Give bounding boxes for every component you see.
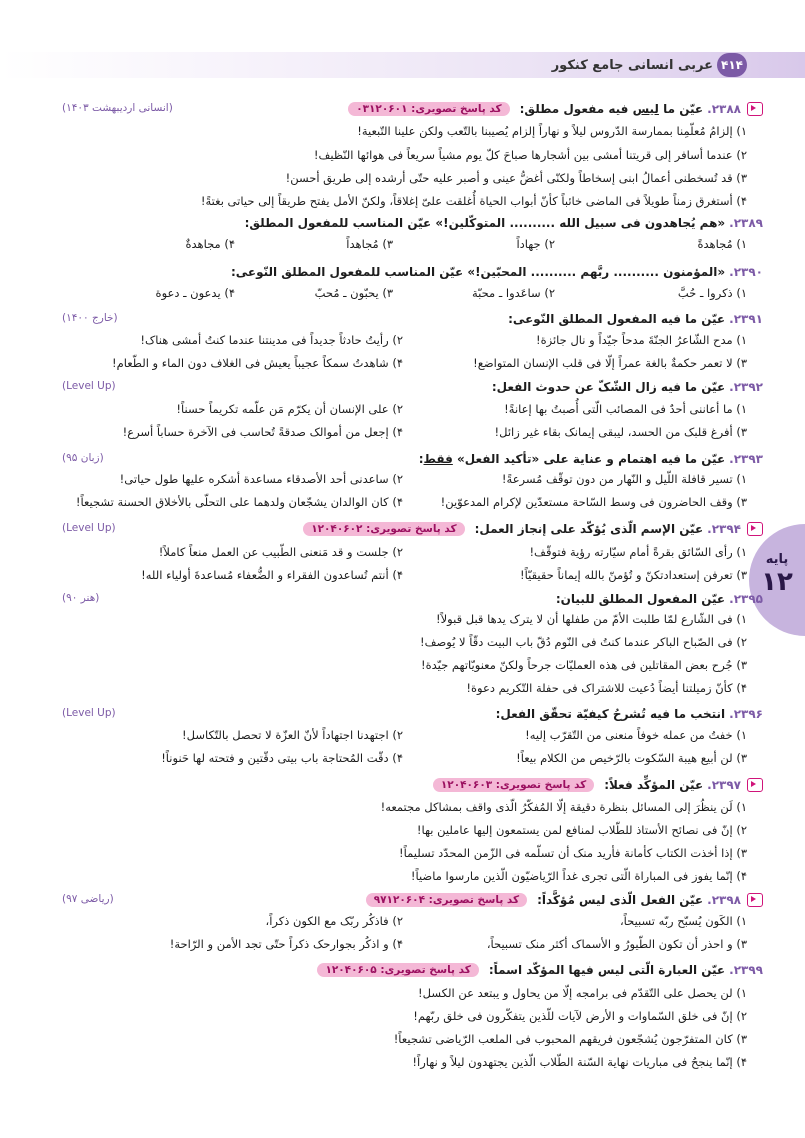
answer-code-badge[interactable]: کد پاسخ تصویری: ۹۷۱۲۰۶۰۴ [366, 893, 527, 907]
option: ۲) فی الصّباح الباکر عندما کنتُ فی النّوم دُقّ باب البیت دقّاً لا یُوصف! [419, 635, 747, 649]
option: ۱) رأی السّائق بقرةً أمام سیّارته رؤیة فتوقّف! [529, 545, 747, 559]
option: ۴) إنّما ینجحُ فی مباریات نهایة السّنة الطّلاب الّذین یجتهدون لیلاً و نهاراً! [412, 1055, 747, 1069]
question-2388-header [348, 99, 763, 119]
question-stem: «المؤمنون .......... ربَّهم .......... المحبّین!» عیّن المناسب للمفعول المطلق النّوعی: [230, 265, 726, 279]
source-tag: (Level Up) [62, 707, 116, 719]
option: ۲) علی الإنسان أن یکرّم مَن علّمه تکریماً حسناً! [176, 402, 403, 416]
option: ۴) یدعون ـ دعوة [155, 286, 235, 300]
option: ۲) ساعدنی أحد الأصدقاء مساعدة أشکره علیها طول حیاتی! [119, 472, 403, 486]
option: ۲) جلست و قد مَنعنی الطّبیب عن العمل منعاً کاملاً! [158, 545, 403, 559]
question-2392-header [492, 377, 763, 397]
option: ۲) عندما أسافر إلی قریتنا أمشی بین أشجارها صباحَ کلّ یوم مشیاً سریعاً فی هوائها النّظیف! [313, 148, 747, 162]
option: ۱) لَن ینظُرَ إلی المسائل بنظرة دقیقة إلّا المُفکّرُ الّذی واقف بمشاکل مجتمعه! [380, 800, 747, 814]
option: ۲) رأیتُ حادثاً جدیداً فی مدینتنا عندما کنتُ أمشی هناک! [140, 333, 403, 347]
option: ۴) شاهدتُ سمکاً عجیباً یعیش فی الغلاف دون الماء و الطّعام! [111, 356, 403, 370]
option: ۳) أفرغ قلبک من الحسد، لیبقی إیمانک بقاء غیر زائل! [494, 425, 747, 439]
question-number: ۲۳۹۶. [729, 707, 763, 721]
option: ۲) جهاداً [516, 237, 555, 251]
video-icon[interactable] [747, 893, 763, 907]
option: ۲) إنّ فی نصائح الأستاذ للطّلاب لمنافع لمن یستمعون إلیها عاملین بها! [416, 823, 747, 837]
option: ۳) مُجاهداً [346, 237, 393, 251]
option: ۴) أستغرق زمناً طویلاً فی الماضی خائباً کأنّ أبواب الحیاة أُغلقت علیّ إغلاقاً، ولکنّ الأمل یفتح طریقاً إلی حیاتی بغتةً! [200, 194, 747, 208]
option: ۱) لن یحصل علی التّقدّم فی برامجه إلّا من یحاول و یبتعد عن الکسل! [418, 986, 747, 1000]
option: ۲) ساعَدوا ـ محبّة [471, 286, 555, 300]
option: ۴) کأنّ زمیلتنا أیضاً دُعیت للاشتراک فی حفلة التّکریم دعوة! [466, 681, 747, 695]
question-stem: عیّن المفعول المطلق للبیان: [555, 592, 726, 606]
option: ۴) دقّت المُحتاجة باب بیتی دقّتین و فتحته لها حَنوناً! [161, 751, 403, 765]
question-number: ۲۳۹۵. [729, 592, 763, 606]
question-2390-header [231, 262, 763, 282]
option: ۱) ذکروا ـ حُبَّ [677, 286, 747, 300]
answer-code-badge[interactable]: کد پاسخ تصویری: ۰۳۱۲۰۶۰۱ [348, 102, 509, 116]
option: ۲) اجتهدنا اجتهاداً لأنّ العزّة لا تحصل بالتّکاسل! [182, 728, 403, 742]
option: ۳) لا تعمر حکمةٌ بالغة عمراً إلّا فی قلب الإنسان المتواضع! [473, 356, 747, 370]
source-tag: (هنر ۹۰) [62, 592, 100, 604]
option: ۳) لن أبیع هیبة السّکوت بالرّخیص من الکلام بیعاً! [516, 751, 747, 765]
option: ۳) کان المتفرّجون یُشجّعون فریقهم المحبوب فی الملعب الرّیاضی تشجیعاً! [393, 1032, 747, 1046]
option: ۱) مدح الشّاعرُ الجنّةَ مدحاً جیّداً و نال جائزة! [536, 333, 747, 347]
option: ۴) إنّما یفوز فی المباراة الّتی تجری غداً الرّیاضیّون الّذین مارسوا ماضیاً! [410, 869, 747, 883]
question-number: ۲۳۹۸. [707, 893, 741, 907]
option: ۱) إلزامُ مُعلّمِنا بممارسة الدّروس لیلاً و نهاراً إلزام یُصیبنا بالتّعب ولکن علینا التّبعیة! [357, 124, 747, 138]
source-tag: (انسانی اردیبهشت ۱۴۰۳) [62, 102, 173, 114]
question-stem: عیّن ما فیه المفعول المطلق النّوعی: [508, 312, 726, 326]
source-tag: (ریاضی ۹۷) [62, 893, 114, 905]
question-number: ۲۳۹۱. [729, 312, 763, 326]
question-2399-header [317, 960, 763, 980]
option: ۱) فی الشّارع لمّا طلبت الأمّ من طفلها أن لا یترک یدها قبل قبولاً! [436, 612, 747, 626]
question-number: ۲۳۸۹. [729, 216, 763, 230]
option: ۳) وقف الحاضرون فی وسط السّاحة مستعدّین لإکرام المدعوّین! [440, 495, 747, 509]
option: ۳) یحبّون ـ مُحبّ [314, 286, 393, 300]
question-2389-header [245, 213, 763, 233]
question-2397-header [433, 775, 763, 795]
option: ۳) تعرفن إستعدادتکنّ و تُؤمنّ بالله إیماناً حقیقیّاً! [520, 568, 747, 582]
answer-code-badge[interactable]: کد پاسخ تصویری: ۱۲۰۴۰۶۰۲ [303, 522, 464, 536]
option: ۳) قد تُسخطنی أعمالُ ابنی إسخاطاً ولکنّی أغضُّ عینی و أصبر علیه حتّی أرشده إلی طریق أحسن! [285, 171, 747, 185]
question-stem: عیّن الفعل الّذی لیس مُؤکَّداً: [537, 893, 704, 907]
question-number: ۲۳۹۳. [729, 452, 763, 466]
question-stem: عیّن المؤکِّد فعلاً: [604, 778, 704, 792]
video-icon[interactable] [747, 102, 763, 116]
question-2391-header [508, 309, 763, 329]
question-stem: عیّن العبارة الّتی لیس فیها المؤکّد اسماً: [488, 963, 726, 977]
option: ۲) فاذکُر ربّک مع الکون ذکراً، [265, 914, 403, 928]
question-2393-header [419, 449, 763, 469]
question-2395-header [556, 589, 763, 609]
option: ۴) أنتم تُساعدون الفقراء و الضُّعفاء مُساعدةَ أولیاء الله! [141, 568, 403, 582]
video-icon[interactable] [747, 522, 763, 536]
question-number: ۲۳۹۹. [729, 963, 763, 977]
question-number: ۲۳۹۷. [707, 778, 741, 792]
source-tag: (زبان ۹۵) [62, 452, 104, 464]
question-number: ۲۳۹۲. [729, 380, 763, 394]
book-title: عربی انسانی جامع کنکور [551, 58, 713, 73]
page-number: ۴۱۴ [717, 53, 747, 77]
question-2394-header [303, 519, 763, 539]
option: ۴) إجعل من أموالک صدقةً تُحاسب فی الآخرة حساباً أسرع! [122, 425, 403, 439]
question-2396-header [496, 704, 763, 724]
question-stem: «هم یُجاهدون فی سبیل الله .......... المتوکّلین!» عیّن المناسب للمفعول المطلق: [244, 216, 726, 230]
option: ۲) إنّ فی خلق السّماوات و الأرض لآیات للّذین یتفکّرون فی خلق ربّهم! [413, 1009, 747, 1023]
question-stem: عیّن ما فیه زال الشّکّ عن حدوث الفعل: [491, 380, 726, 394]
answer-code-badge[interactable]: کد پاسخ تصویری: ۱۲۰۴۰۶۰۳ [433, 778, 594, 792]
option: ۱) مُجاهدةً [697, 237, 747, 251]
option: ۱) تسیر قافلة اللّیل و النّهار من دون توقّف مُسرعةً! [501, 472, 747, 486]
question-stem: عیّن الإسم الّذی یُؤکّد علی إنجاز العمل: [474, 522, 704, 536]
question-stem: عیّن ما فیه اهتمام و عنایة علی «تأکید الفعل» فقط: [418, 452, 726, 466]
question-number: ۲۳۹۴. [707, 522, 741, 536]
option: ۳) جُرح بعض المقاتلین فی هذه العملیّات جرحاً ولکنّ معنویّاتهم جیّدة! [420, 658, 747, 672]
grade-tab-number: ۱۲ [761, 567, 793, 597]
option: ۳) إذا أخذت الکتاب کأمانة فأرید منک أن تسلّمه فی الزّمن المحدّد تسلیماً! [399, 846, 747, 860]
option: ۳) و احذر أن تکون الطّیورُ و الأسماک أکثر منک تسبیحاً، [486, 937, 747, 951]
video-icon[interactable] [747, 778, 763, 792]
source-tag: (Level Up) [62, 380, 116, 392]
option: ۴) و اذکُر بجوارحک ذکراً حتّی تجد الأمن و الرّاحة! [169, 937, 403, 951]
question-stem: انتخب ما فیه تُشرحُ کیفیّة تحقّق الفعل: [495, 707, 726, 721]
source-tag: (Level Up) [62, 522, 116, 534]
question-number: ۲۳۸۸. [707, 102, 741, 116]
option: ۴) کان الوالدان یشجّعان ولدهما علی التحلّی بالأخلاق الحسنة تشجیعاً! [75, 495, 403, 509]
option: ۱) ما أعاننی أحدٌ فی المصائب الّتی أُصبتُ بها إعانةً! [504, 402, 747, 416]
option: ۱) خفتُ من عمله خوفاً منعنی من التّقرّب إلیه! [525, 728, 747, 742]
option: ۴) مجاهدةٌ [185, 237, 235, 251]
option: ۱) الکَون یُسبّح ربّه تسبیحاً، [619, 914, 747, 928]
answer-code-badge[interactable]: کد پاسخ تصویری: ۱۲۰۴۰۶۰۵ [317, 963, 478, 977]
grade-tab-label: پایه [765, 552, 789, 567]
question-stem: عیّن ما لیس فیه مفعول مطلق: [519, 102, 704, 116]
source-tag: (خارج ۱۴۰۰) [62, 312, 118, 324]
question-2398-header [366, 890, 763, 910]
question-number: ۲۳۹۰. [729, 265, 763, 279]
